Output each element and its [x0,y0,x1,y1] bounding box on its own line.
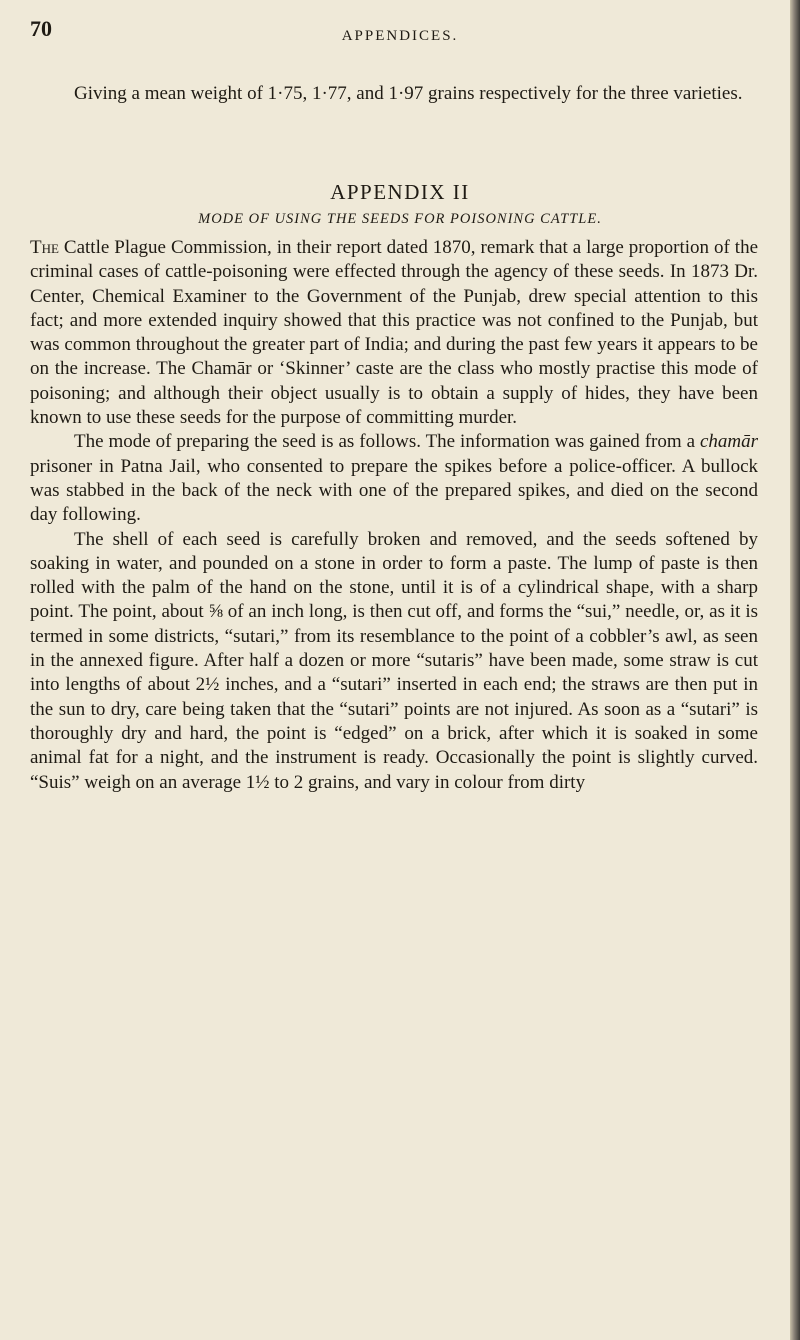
paragraph-2-italic: chamār [699,431,758,453]
page-number: 70 [30,16,52,41]
appendix-title: APPENDIX II [330,180,470,204]
paragraph-1 [30,236,758,430]
appendix-subtitle: MODE OF USING THE SEEDS FOR POISONING CATTLE. [198,211,602,227]
body-text [30,236,758,795]
intro-paragraph [30,82,758,106]
paragraph-3: The shell of each seed is carefully broken and removed, and the seeds softened by soaking in water, and pounded on a stone in order to form a paste. The lump of paste is then rolled with the palm of the hand on the stone, until it is of a cylindrical shape, with a sharp point. The point, about ⅝ of an inch long, is then cut off, and forms the “sui,” needle, or, as it is termed in some districts, “sutari,” from its resemblance to the point of a cobbler’s awl, as seen in the annexed figure. After half a dozen or more “sutaris” have been made, some straw is cut into lengths of about 2½ inches, and a “sutari” inserted in each end; the straws are then put in the sun to dry, care being taken that the “sutari” points are not injured. As soon as a “sutari” is thoroughly dry and hard, the point is “edged” on a brick, after which it is soaked in some animal fat for a night, and the instrument is ready. Occasionally the point is slightly curved. “Suis” weigh on an average 1½ to 2 grains, and vary in colour from dirty [30,528,758,793]
binding-edge [790,0,800,1340]
paragraph-2-text-a: The mode of preparing the seed is as follows. The information was gained from a [74,431,700,453]
running-head: APPENDICES. [341,28,459,44]
paragraph-1-lead: The [30,237,59,258]
paragraph-2-text-b: prisoner in Patna Jail, who consented to prepare the spikes before a police-officer. A bullock was stabbed in the back of the neck with one of the prepared spikes, and died on the second day following. [30,455,758,526]
paragraph-2 [30,430,758,527]
intro-text: Giving a mean weight of 1·75, 1·77, and 1·97 grains respectively for the three varieties. [74,83,743,104]
paragraph-1-text: Cattle Plague Commission, in their report dated 1870, remark that a large proportion of the criminal cases of cattle-poisoning were effected through the agency of these seeds. In 1873 Dr. Center, Chemical Examiner to the Government of the Punjab, drew special attention to this fact; and more extended inquiry showed that this practice was not confined to the Punjab, but was common throughout the greater part of India; and during the past few years it appears to be on the increase. The Chamār or ‘Skinner’ caste are the class who mostly practise this mode of poisoning; and although their object usually is to obtain a supply of hides, they have been known to use these seeds for the purpose of committing murder. [30,237,758,429]
